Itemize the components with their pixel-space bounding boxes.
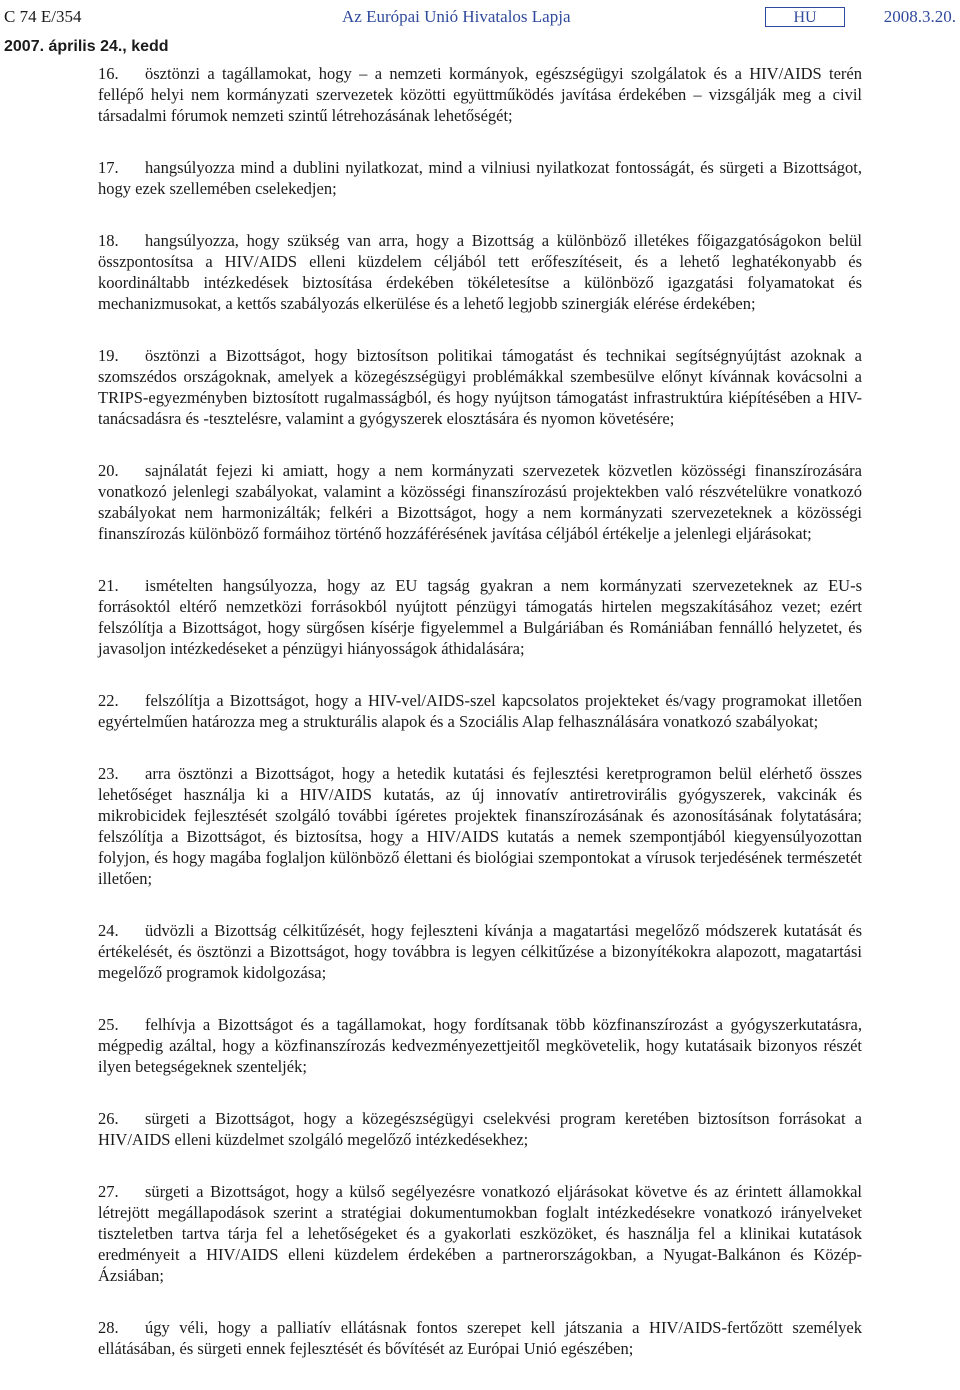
paragraph-text: felszólítja a Bizottságot, hogy a HIV-vel/AIDS-szel kapcsolatos projekteket és/vagy programokat illetően egyértelműen határozza meg a strukturális alapok és a Szociális Alap felhasználására vonatkozó szabályokat; [98,691,862,731]
publication-date: 2008.3.20. [883,7,956,26]
session-date: 2007. április 24., kedd [4,38,169,55]
paragraph-text: hangsúlyozza mind a dublini nyilatkozat, mind a vilniusi nyilatkozat fontosságát, és sürgeti a Bizottságot, hogy ezek szellemében cselekedjen; [98,158,862,198]
paragraph-number: 22. [98,691,119,710]
paragraph-number: 25. [98,1015,119,1034]
paragraph-25 [98,1014,862,1077]
page-header [4,6,956,30]
paragraph-number: 18. [98,231,119,250]
paragraph-text: úgy véli, hogy a palliatív ellátásnak fontos szerepet kell játszania a HIV/AIDS-fertőzött személyek ellátásában, és sürgeti ennek fejlesztését és bővítését az Európai Unió egészében; [98,1318,862,1358]
paragraph-text: ösztönzi a tagállamokat, hogy – a nemzeti kormányok, egészségügyi szolgálatok és a HIV/AIDS terén fellépő helyi nem kormányzati szervezetek közötti együttműködés javítása érdekében – vizsgálják meg a civil társadalmi fórumok nemzeti szintű létrehozásának lehetőségét; [98,64,862,125]
document-body [98,63,862,1390]
paragraph-18 [98,230,862,314]
paragraph-text: sürgeti a Bizottságot, hogy a külső segélyezésre vonatkozó eljárásokat követve és az érintett államokkal létrejött megállapodások szerint a stratégiai dokumentumokban foglalt intézkedésekre vonatkozó irányelveket tiszteletben tartva tárja fel a lehetőségeket és a gyakorlati eszközöket, és használja fel a klinikai kutatások eredményeit a HIV/AIDS elleni küzdelem érdekében a partnerországokban, a Nyugat-Balkánon és Közép-Ázsiában; [98,1182,862,1285]
paragraph-number: 20. [98,461,119,480]
paragraph-28 [98,1317,862,1359]
paragraph-16 [98,63,862,126]
paragraph-number: 16. [98,64,119,83]
paragraph-27 [98,1181,862,1286]
paragraph-text: arra ösztönzi a Bizottságot, hogy a hetedik kutatási és fejlesztési keretprogramon belül elérhető összes lehetőséget használja ki a HIV/AIDS kutatás, az új innovatív antiretrovirális gyógyszerek, vakcinák és mikrobicidek fejlesztését szolgáló további ígéretes projektek finanszírozásának és azonosításának folytatására; felszólítja a Bizottságot, és biztosítsa, hogy a HIV/AIDS kutatás a nemek szempontjából kiegyensúlyozottan folyjon, és hogy magába foglaljon különböző élettani és biológiai szempontokat a vírusok terjedésének természetét illetően; [98,764,862,888]
paragraph-22 [98,690,862,732]
paragraph-text: felhívja a Bizottságot és a tagállamokat, hogy fordítsanak több közfinanszírozást a gyógyszerkutatásra, mégpedig azáltal, hogy a közfinanszírozás kedvezményezettjeitől megkövetelik, hogy kutatásaik bizonyos részét ilyen betegségeknek szenteljék; [98,1015,862,1076]
paragraph-24 [98,920,862,983]
paragraph-text: hangsúlyozza, hogy szükség van arra, hogy a Bizottság a különböző illetékes főigazgatóságokon belül összpontosítsa a HIV/AIDS elleni küzdelem céljából tett erőfeszítéseit, és a lehető leghatékonyabb és koordináltabb intézkedések biztosítása érdekében tökéletesítse a különböző igazgatási folyamatokat és mechanizmusokat, a kettős szabályozás elkerülése és a lehető legjobb szinergiák elérése érdekében; [98,231,862,313]
paragraph-number: 21. [98,576,119,595]
journal-reference: C 74 E/354 [4,7,82,26]
paragraph-text: ismételten hangsúlyozza, hogy az EU tagság gyakran a nem kormányzati szervezeteknek az EU-s forrásoktól eltérő nemzetközi forrásokból nyújtott pénzügyi támogatás hirtelen megszakításához vezet; ezért felszólítja a Bizottságot, hogy sürgősen kísérje figyelemmel a Bulgáriában és Romániában fennálló helyzetet, és javasoljon intézkedéseket a pénzügyi hiányosságok áthidalására; [98,576,862,658]
paragraph-26 [98,1108,862,1150]
paragraph-number: 24. [98,921,119,940]
paragraph-number: 27. [98,1182,119,1201]
paragraph-number: 19. [98,346,119,365]
paragraph-text: üdvözli a Bizottság célkitűzését, hogy fejleszteni kívánja a magatartási megelőző módszerek kutatását és értékelését, és ösztönzi a Bizottságot, hogy továbbra is legyen célkitűzése a bizonyítékokra alapozott, magatartási megelőző programok kidolgozása; [98,921,862,982]
paragraph-23 [98,763,862,889]
paragraph-number: 17. [98,158,119,177]
paragraph-number: 28. [98,1318,119,1337]
paragraph-19 [98,345,862,429]
paragraph-21 [98,575,862,659]
language-badge: HU [765,7,845,27]
paragraph-20 [98,460,862,544]
paragraph-text: sajnálatát fejezi ki amiatt, hogy a nem kormányzati szervezetek közvetlen közösségi finanszírozására vonatkozó jelenlegi szabályokat, valamint a közösségi finanszírozású projektekben való részvételükre vonatkozó szabályokat nem harmonizálták; felkéri a Bizottságot, hogy a nem kormányzati szervezeteknek a közösségi finanszírozás különböző formáihoz történő hozzáférésének javítása céljából értékelje a jelenlegi eljárásokat; [98,461,862,543]
paragraph-text: sürgeti a Bizottságot, hogy a közegészségügyi cselekvési program keretében biztosítson forrásokat a HIV/AIDS elleni küzdelmet szolgáló megelőző intézkedésekhez; [98,1109,862,1149]
journal-title: Az Európai Unió Hivatalos Lapja [342,7,571,26]
paragraph-number: 23. [98,764,119,783]
paragraph-number: 26. [98,1109,119,1128]
paragraph-text: ösztönzi a Bizottságot, hogy biztosítson politikai támogatást és technikai segítségnyújtást azoknak a szomszédos országoknak, amelyek a közegészségügyi problémákkal szembesülve előnyt kívánnak kovácsolni a TRIPS-egyezményben biztosított rugalmasságból, és hogy nyújtson támogatást infrastruktúra kiépítésében a HIV-tanácsadásra és -tesztelésre, valamint a gyógyszerek elosztására és nyomon követésére; [98,346,862,428]
paragraph-17 [98,157,862,199]
